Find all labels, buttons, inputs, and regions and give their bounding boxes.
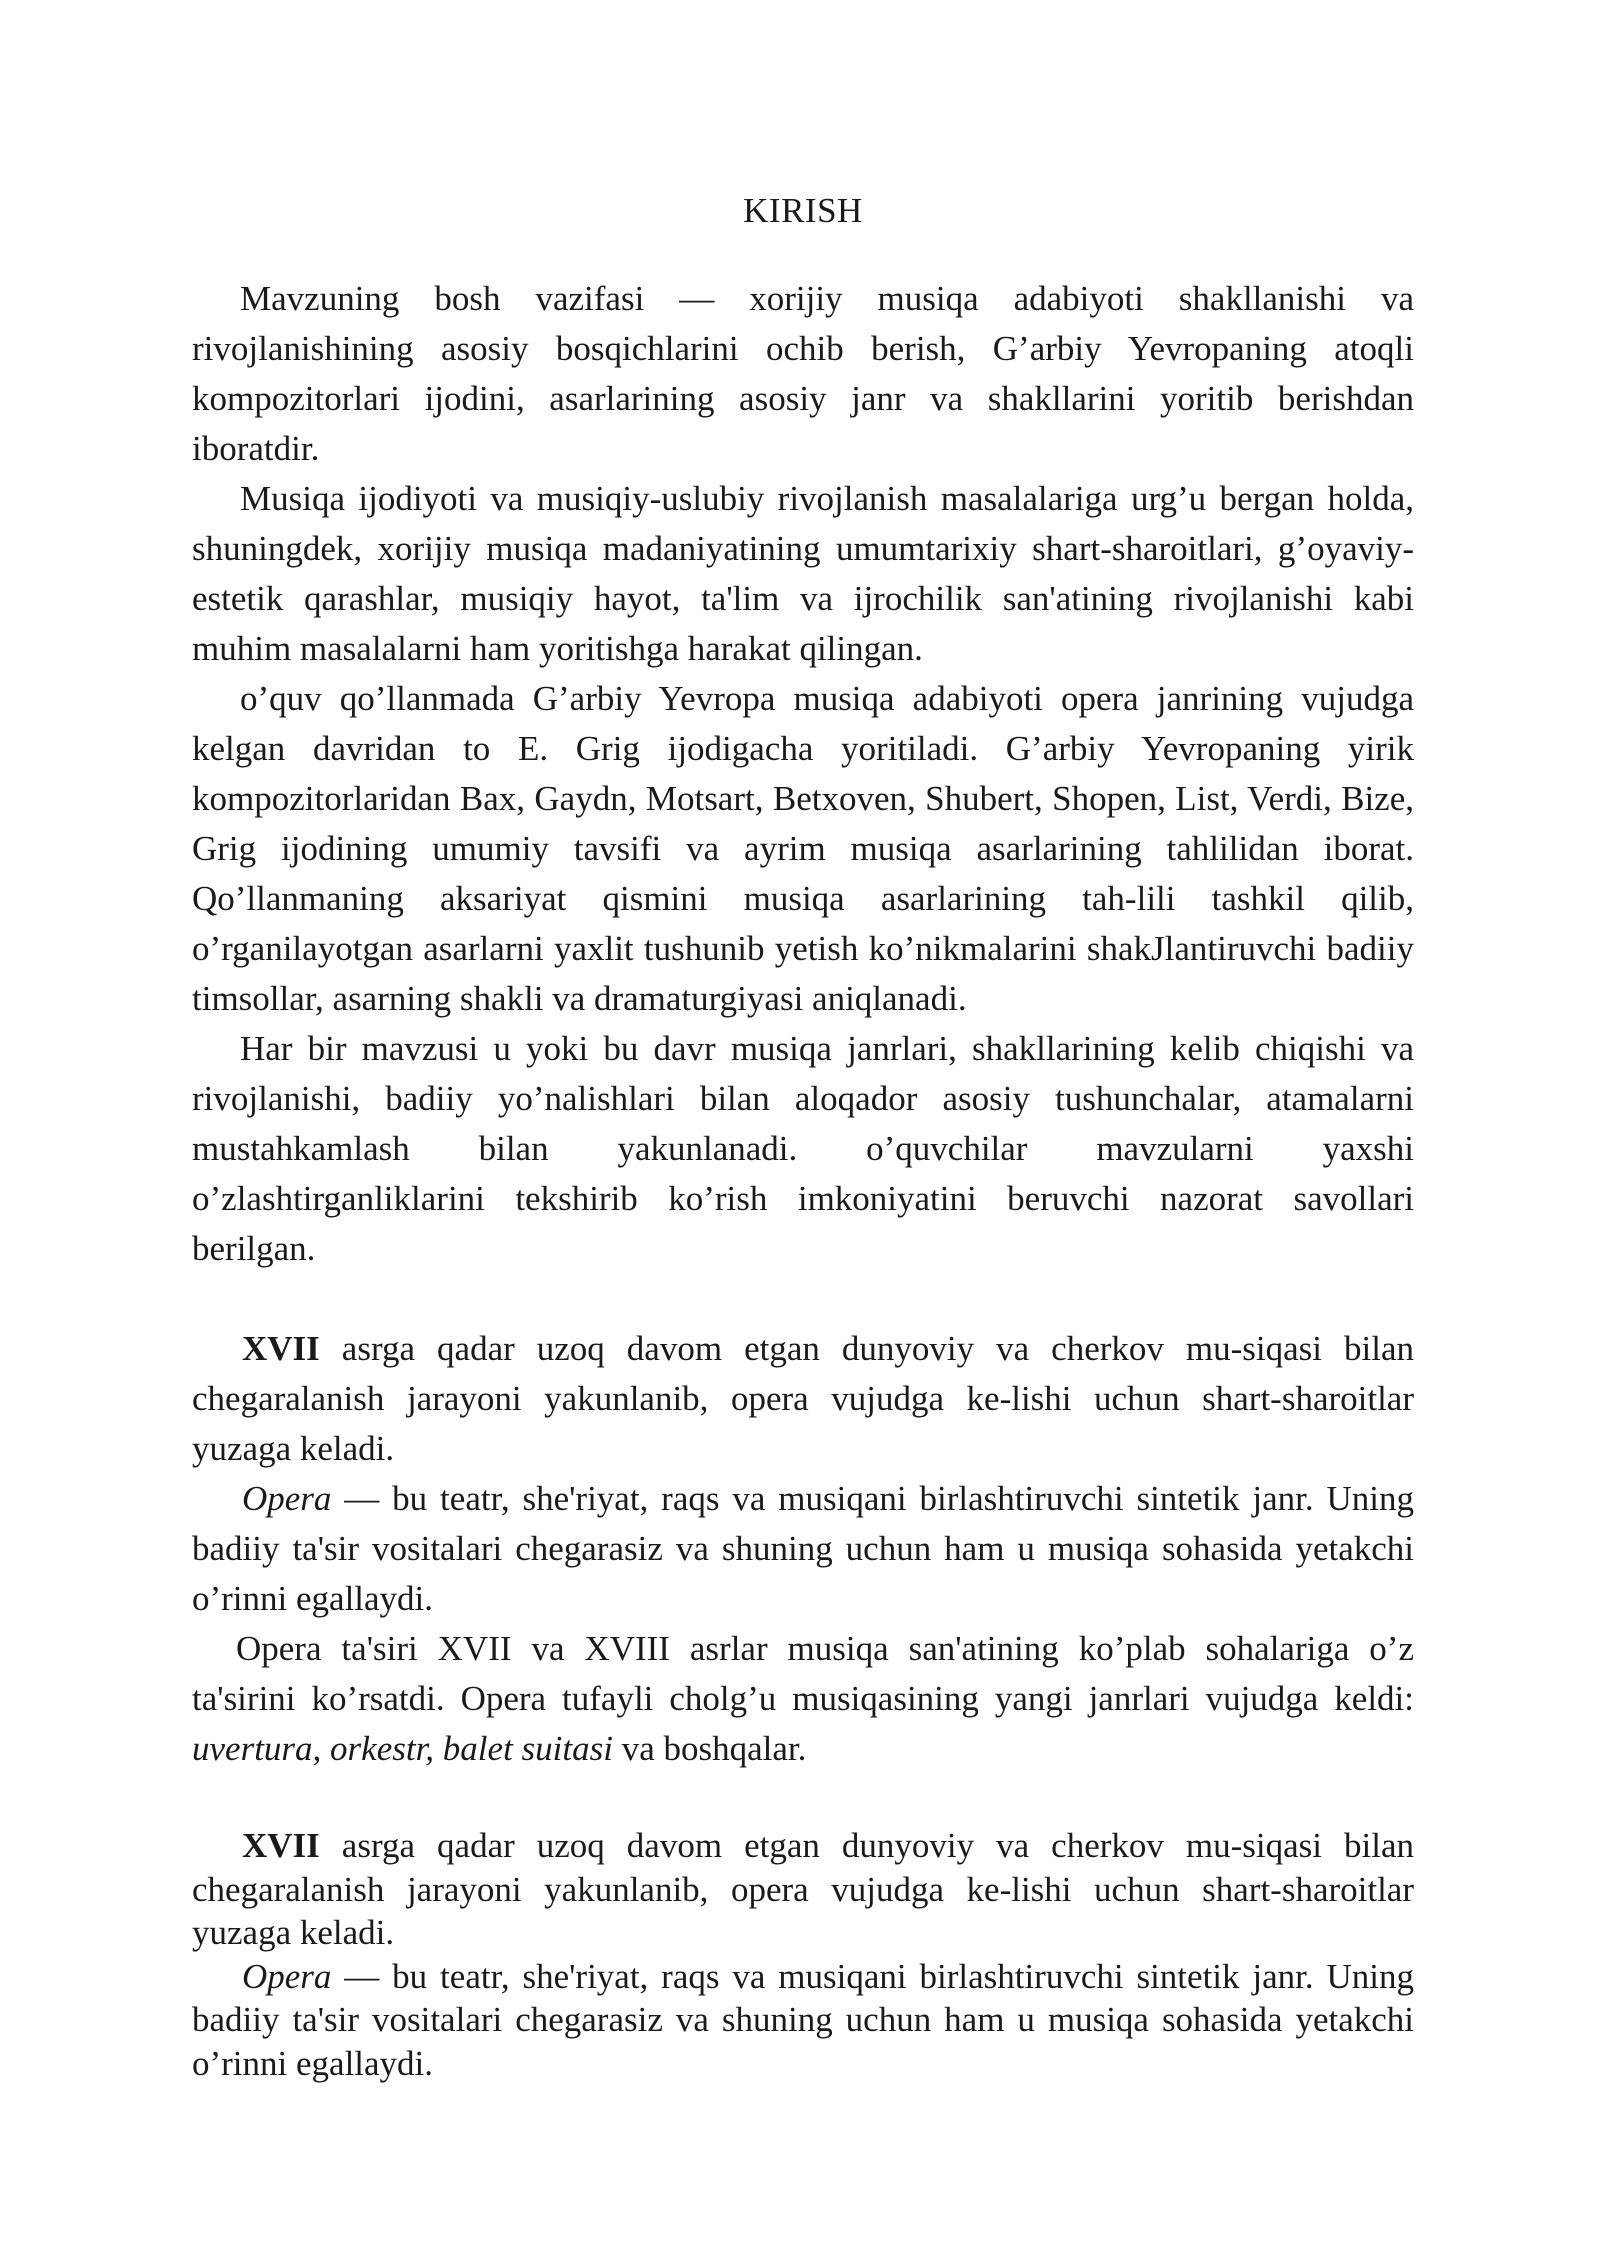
document-page	[192, 186, 1414, 2085]
opera-paragraph-1	[192, 1324, 1414, 1474]
intro-paragraph-2: Musiqa ijodiyoti va musiqiy-uslubiy rivojlanish masalalariga urg’u bergan holda, shuningdek, xorijiy musiqa madaniyatining umumtarixiy shart-sharoitlari, g’oyaviy-estetik qarashlar, musiqiy hayot, ta'lim va ijrochilik san'atining rivojlanishi kabi muhim masalalarni ham yoritishga harakat qilingan.	[192, 479, 1414, 668]
opera-term: Opera	[242, 1956, 332, 1996]
intro-section	[192, 274, 1414, 1274]
genre-list: uvertura, orkestr, balet suitasi	[192, 1729, 613, 1768]
intro-paragraph-4: Har bir mavzusi u yoki bu davr musiqa janrlari, shakllarining kelib chiqishi va rivojlanishi, badiiy yo’nalishlari bilan aloqador asosiy tushunchalar, atamalarni mustahkamlash bilan yakunlanadi. o’quvchilar mavzularni yaxshi o’zlashtirganliklarini tekshirib ko’rish imkoniyatini beruvchi nazorat savollari berilgan.	[192, 1029, 1414, 1268]
opera-paragraph-2	[192, 1474, 1414, 1624]
repeat-paragraph-1	[192, 1824, 1414, 1955]
opera-term: Opera	[242, 1479, 332, 1518]
opera-paragraph-3	[192, 1624, 1414, 1774]
repeat-paragraph-2	[192, 1955, 1414, 2086]
opera-paragraph-2-text: — bu teatr, she'riyat, raqs va musiqani birlashtiruvchi sintetik janr. Uning badiiy ta'sir vositalari chegarasiz va shuning uchun ham u musiqa sohasida yetakchi o’rinni egallaydi.	[192, 1479, 1414, 1618]
century-label: XVII	[242, 1826, 320, 1865]
intro-paragraph-1: Mavzuning bosh vazifasi — xorijiy musiqa adabiyoti shakllanishi va rivojlanishining asosiy bosqichlarini ochib berish, G’arbiy Yevropaning atoqli kompozitorlari ijodini, asarlarining asosiy janr va shakllarini yoritib berishdan iboratdir.	[192, 279, 1414, 468]
repeat-section	[192, 1824, 1414, 2085]
repeat-paragraph-1-text: asrga qadar uzoq davom etgan dunyoviy va cherkov mu-siqasi bilan chegaralanish jarayoni yakunlanib, opera vujudga ke-lishi uchun shart-sharoitlar yuzaga keladi.	[192, 1826, 1414, 1952]
opera-paragraph-1-text: asrga qadar uzoq davom etgan dunyoviy va cherkov mu-siqasi bilan chegaralanish jarayoni yakunlanib, opera vujudga ke-lishi uchun shart-sharoitlar yuzaga keladi.	[192, 1329, 1414, 1468]
century-label: XVII	[242, 1329, 320, 1368]
opera-section	[192, 1324, 1414, 1774]
page-title: KIRISH	[743, 191, 863, 230]
repeat-paragraph-2-text: — bu teatr, she'riyat, raqs va musiqani birlashtiruvchi sintetik janr. Uning badiiy ta'sir vositalari chegarasiz va shuning uchun ham u musiqa sohasida yetakchi o’rinni egallaydi.	[192, 1956, 1414, 2083]
opera-paragraph-3-end: va boshqalar.	[612, 1729, 807, 1768]
opera-paragraph-3-start: Opera ta'siri XVII va XVIII asrlar musiqa san'atining ko’plab sohalariga o’z ta'sirini ko’rsatdi. Opera tufayli cholg’u musiqasining yangi janrlari vujudga keldi:	[192, 1629, 1414, 1718]
intro-paragraph-3: o’quv qo’llanmada G’arbiy Yevropa musiqa adabiyoti opera janrining vujudga kelgan davridan to E. Grig ijodigacha yoritiladi. G’arbiy Yevropaning yirik kompozitorlaridan Bax, Gaydn, Motsart, Betxoven, Shubert, Shopen, List, Verdi, Bize, Grig ijodining umumiy tavsifi va ayrim musiqa asarlarining tahlilidan iborat. Qo’llanmaning aksariyat qismini musiqa asarlarining tah-lili tashkil qilib, o’rganilayotgan asarlarni yaxlit tushunib yetish ko’nikmalarini shakJlantiruvchi badiiy timsollar, asarning shakli va dramaturgiyasi aniqlanadi.	[192, 679, 1414, 1018]
